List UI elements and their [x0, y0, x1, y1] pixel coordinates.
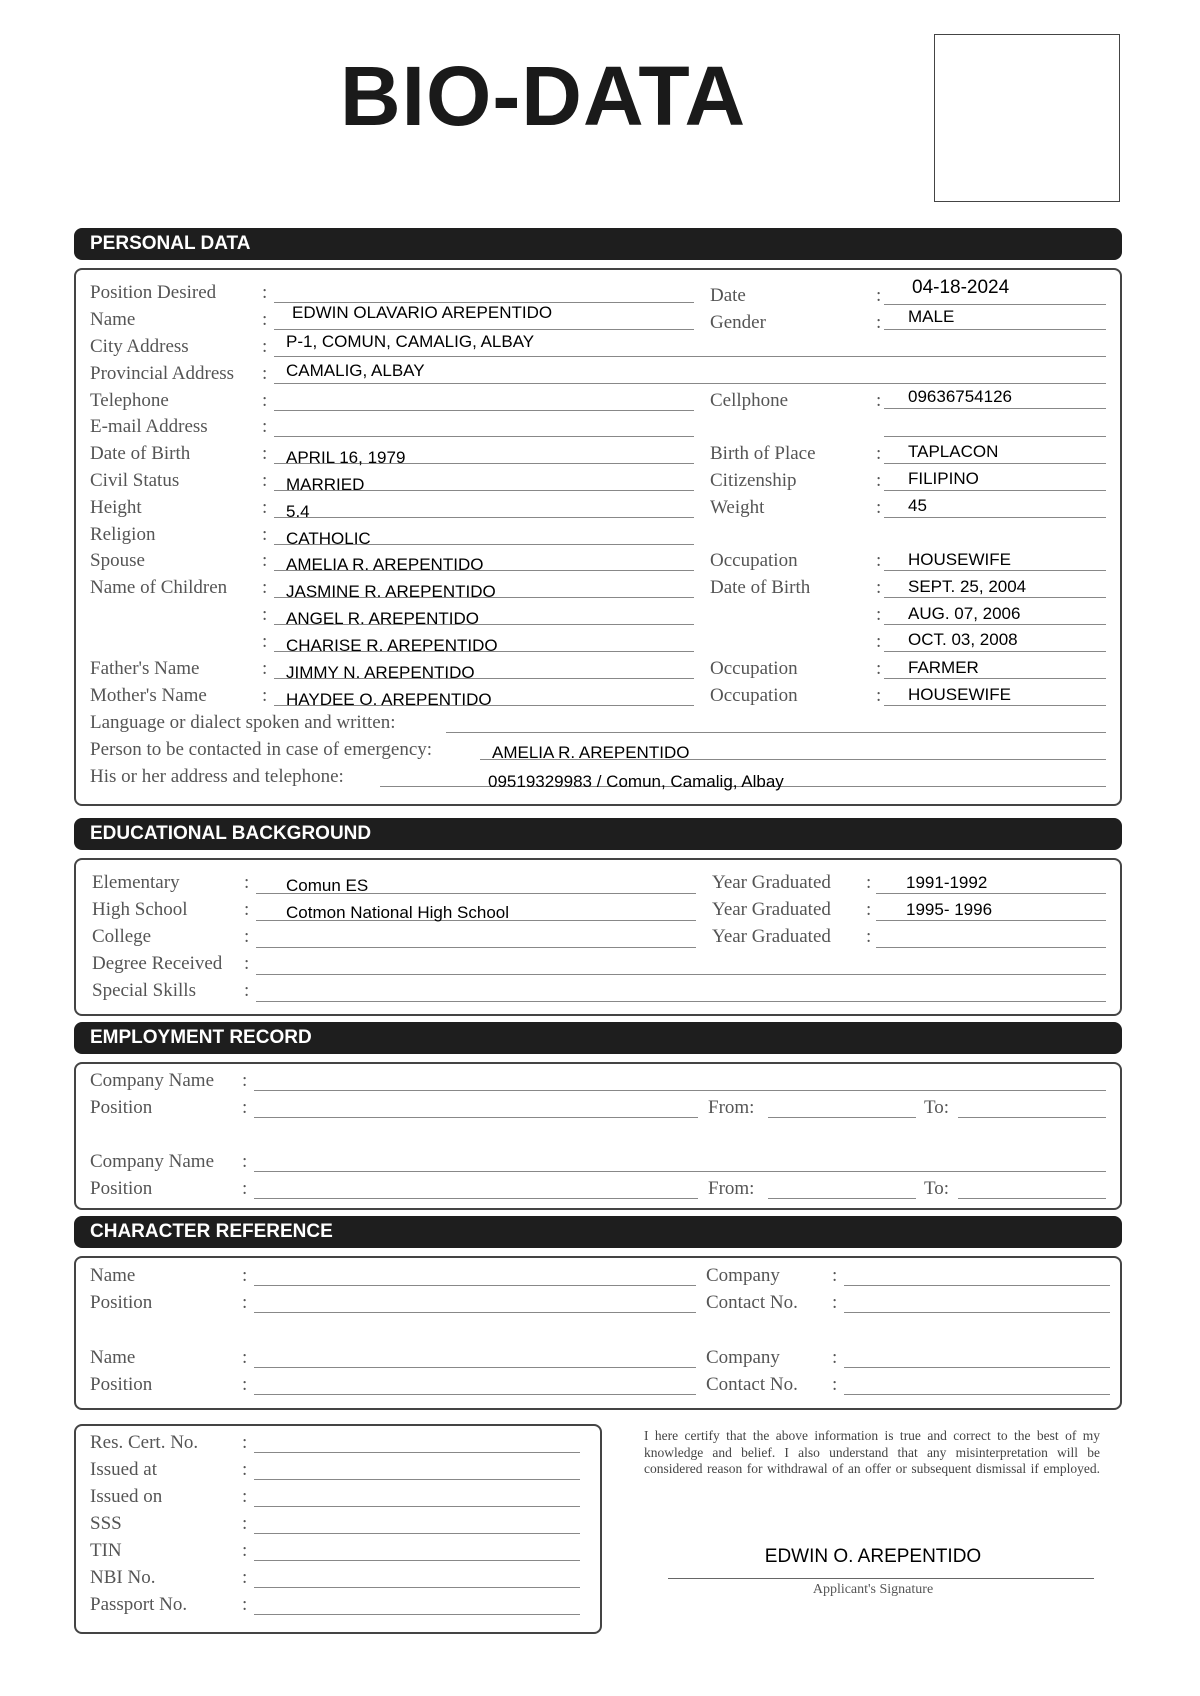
certification-text: I here certify that the above information is true and correct to the best of my knowledge and belief. I also understand that any misinterpretation will be considered reason for withdrawal of an offer or subsequent dismissal if employed.	[644, 1428, 1100, 1476]
spouse-occupation-value[interactable]: HOUSEWIFE	[908, 550, 1011, 569]
section-employment-header: EMPLOYMENT RECORD	[74, 1022, 1122, 1054]
birthplace-value[interactable]: TAPLACON	[908, 442, 999, 461]
cellphone-label: Cellphone	[710, 390, 789, 411]
weight-label: Weight	[710, 497, 765, 518]
father-label: Father's Name	[90, 658, 200, 679]
mother-value[interactable]: HAYDEE O. AREPENTIDO	[286, 690, 492, 709]
child-2-dob-value[interactable]: AUG. 07, 2006	[908, 604, 1021, 623]
cellphone-value[interactable]: 09636754126	[908, 387, 1013, 406]
gender-label: Gender	[710, 312, 766, 333]
date-value[interactable]: 04-18-2024	[912, 277, 1010, 298]
height-label: Height	[90, 497, 142, 518]
children-dob-label: Date of Birth	[710, 577, 811, 598]
issued-on-label: Issued on	[90, 1486, 163, 1507]
skills-label: Special Skills	[92, 980, 196, 1001]
birthplace-label: Birth of Place	[710, 443, 816, 464]
position-desired-label: Position Desired	[90, 282, 217, 303]
dob-label: Date of Birth	[90, 443, 191, 464]
child-1-dob-value[interactable]: SEPT. 25, 2004	[908, 577, 1027, 596]
mother-label: Mother's Name	[90, 685, 207, 706]
telephone-label: Telephone	[90, 390, 169, 411]
reference-box	[74, 1256, 1122, 1410]
sss-label: SSS	[90, 1513, 122, 1534]
provincial-address-value[interactable]: CAMALIG, ALBAY	[286, 361, 425, 380]
dob-value[interactable]: APRIL 16, 1979	[286, 448, 406, 467]
spouse-occupation-label: Occupation	[710, 550, 798, 571]
position-2-label: Position	[90, 1178, 153, 1199]
to-1-label: To:	[924, 1097, 950, 1118]
name-label: Name	[90, 309, 136, 330]
elementary-label: Elementary	[92, 872, 180, 893]
photo-box	[934, 34, 1120, 202]
tin-label: TIN	[90, 1540, 122, 1561]
degree-label: Degree Received	[92, 953, 223, 974]
nbi-label: NBI No.	[90, 1567, 156, 1588]
position-1-label: Position	[90, 1097, 153, 1118]
from-1-label: From:	[708, 1097, 755, 1118]
date-label: Date	[710, 285, 746, 306]
signature-caption: Applicant's Signature	[812, 1582, 934, 1597]
citizenship-label: Citizenship	[710, 470, 797, 491]
res-cert-label: Res. Cert. No.	[90, 1432, 199, 1453]
religion-label: Religion	[90, 524, 156, 545]
page-title: BIO-DATA	[340, 49, 747, 143]
children-label: Name of Children	[90, 577, 228, 598]
section-education-header: EDUCATIONAL BACKGROUND	[74, 818, 1122, 850]
ref-1-position-label: Position	[90, 1292, 153, 1313]
issued-at-label: Issued at	[90, 1459, 158, 1480]
elementary-value[interactable]: Comun ES	[286, 876, 369, 895]
emergency-address-value[interactable]: 09519329983 / Comun, Camalig, Albay	[488, 772, 784, 791]
father-occupation-value[interactable]: FARMER	[908, 658, 979, 677]
mother-occupation-value[interactable]: HOUSEWIFE	[908, 685, 1011, 704]
signature-line	[668, 1578, 1094, 1579]
emergency-label: Person to be contacted in case of emergency:	[90, 739, 433, 760]
ref-1-name-label: Name	[90, 1265, 136, 1286]
child-3-value[interactable]: CHARISE R. AREPENTIDO	[286, 636, 498, 655]
college-label: College	[92, 926, 152, 947]
emergency-value[interactable]: AMELIA R. AREPENTIDO	[492, 743, 690, 762]
city-address-value[interactable]: P-1, COMUN, CAMALIG, ALBAY	[286, 332, 535, 351]
name-value[interactable]: EDWIN OLAVARIO AREPENTIDO	[292, 303, 553, 322]
father-value[interactable]: JIMMY N. AREPENTIDO	[286, 663, 475, 682]
signature-name[interactable]: EDWIN O. AREPENTIDO	[764, 1546, 982, 1567]
weight-value[interactable]: 45	[908, 496, 927, 515]
mother-occupation-label: Occupation	[710, 685, 798, 706]
child-3-dob-value[interactable]: OCT. 03, 2008	[908, 630, 1018, 649]
ref-2-name-label: Name	[90, 1347, 136, 1368]
child-1-value[interactable]: JASMINE R. AREPENTIDO	[286, 582, 496, 601]
city-address-label: City Address	[90, 336, 189, 357]
highschool-value[interactable]: Cotmon National High School	[286, 903, 510, 922]
gender-value[interactable]: MALE	[908, 307, 955, 326]
email-label: E-mail Address	[90, 416, 208, 437]
citizenship-value[interactable]: FILIPINO	[908, 469, 979, 488]
college-year-label: Year Graduated	[712, 926, 831, 947]
from-2-label: From:	[708, 1178, 755, 1199]
company-2-label: Company Name	[90, 1151, 215, 1172]
ref-2-position-label: Position	[90, 1374, 153, 1395]
to-2-label: To:	[924, 1178, 950, 1199]
company-1-label: Company Name	[90, 1070, 215, 1091]
section-reference-header: CHARACTER REFERENCE	[74, 1216, 1122, 1248]
elementary-year-label: Year Graduated	[712, 872, 831, 893]
religion-value[interactable]: CATHOLIC	[286, 529, 371, 548]
section-personal-header: PERSONAL DATA	[74, 228, 1122, 260]
ref-1-contact-label: Contact No.	[706, 1292, 798, 1313]
provincial-address-label: Provincial Address	[90, 363, 235, 384]
ref-2-contact-label: Contact No.	[706, 1374, 798, 1395]
highschool-year-value[interactable]: 1995- 1996	[906, 900, 993, 919]
spouse-value[interactable]: AMELIA R. AREPENTIDO	[286, 555, 484, 574]
height-value[interactable]: 5.4	[286, 502, 310, 521]
ref-2-company-label: Company	[706, 1347, 780, 1368]
highschool-label: High School	[92, 899, 188, 920]
language-label: Language or dialect spoken and written:	[90, 712, 396, 733]
child-2-value[interactable]: ANGEL R. AREPENTIDO	[286, 609, 480, 628]
civil-status-label: Civil Status	[90, 470, 180, 491]
elementary-year-value[interactable]: 1991-1992	[906, 873, 988, 892]
spouse-label: Spouse	[90, 550, 145, 571]
civil-status-value[interactable]: MARRIED	[286, 475, 365, 494]
employment-box	[74, 1062, 1122, 1210]
passport-label: Passport No.	[90, 1594, 188, 1615]
ref-1-company-label: Company	[706, 1265, 780, 1286]
highschool-year-label: Year Graduated	[712, 899, 831, 920]
father-occupation-label: Occupation	[710, 658, 798, 679]
emergency-address-label: His or her address and telephone:	[90, 766, 344, 787]
